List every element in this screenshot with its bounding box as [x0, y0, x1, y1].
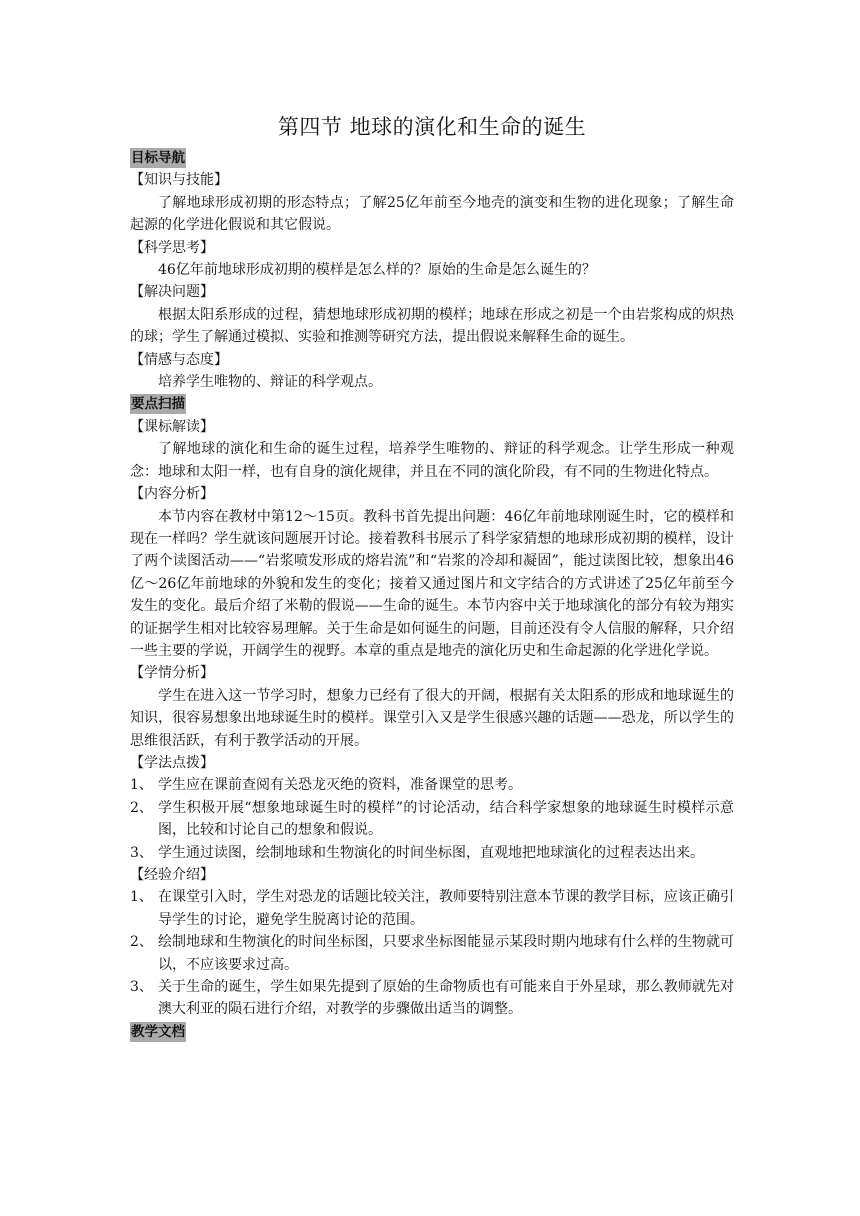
paragraph-problem: 根据太阳系形成的过程，猜想地球形成初期的模样；地球在形成之初是一个由岩浆构成的炽热的球；学生了解通过模拟、实验和推测等研究方法，提出假说来解释生命的诞生。 [130, 306, 734, 346]
list-item-number: 3、 [130, 844, 153, 861]
subheading-students: 【学情分析】 [130, 665, 214, 682]
section-docs [130, 1021, 734, 1043]
section-heading-docs: 教学文档 [131, 1023, 185, 1040]
section-heading-points: 要点扫描 [131, 396, 185, 413]
paragraph-thinking: 46亿年前地球形成初期的模样是怎么样的？原始的生命是怎么诞生的？ [158, 262, 596, 279]
subheading-methods: 【学法点拨】 [130, 754, 214, 771]
list-item-text: 绘制地球和生物演化的时间坐标图，只要求坐标图能显示某段时期内地球有什么样的生物就可以，不应该要求过高。 [158, 934, 734, 973]
paragraph-standard: 了解地球的演化和生命的诞生过程，培养学生唯物的、辩证的科学观念。让学生形成一种观念：地球和太阳一样，也有自身的演化规律，并且在不同的演化阶段，有不同的生物进化特点。 [130, 441, 734, 480]
list-item-text: 在课堂引入时，学生对恐龙的话题比较关注，教师要特别注意本节课的教学目标，应该正确引导学生的讨论，避免学生脱离讨论的范围。 [158, 889, 734, 928]
list-item-text: 关于生命的诞生，学生如果先提到了原始的生命物质也有可能来自于外星球，那么教师就先对澳大利亚的陨石进行介绍，对教学的步骤做出适当的调整。 [158, 979, 734, 1018]
subheading-thinking: 【科学思考】 [130, 239, 214, 256]
subheading-problem: 【解决问题】 [130, 284, 214, 301]
subheading-attitude: 【情感与态度】 [130, 351, 228, 368]
experience-list [130, 886, 734, 1020]
paragraph-students: 学生在进入这一节学习时，想象力已经有了很大的开阔，根据有关太阳系的形成和地球诞生的知识，很容易想象出地球诞生时的模样。课堂引入又是学生很感兴趣的话题——恐龙，所以学生的思维很活跃，有利于教学活动的开展。 [130, 687, 734, 749]
subheading-standard: 【课标解读】 [130, 418, 214, 435]
list-item-text: 学生通过读图，绘制地球和生物演化的时间坐标图，直观地把地球演化的过程表达出来。 [158, 844, 704, 861]
list-item-number: 1、 [130, 889, 153, 906]
section-points [130, 393, 734, 1020]
section-goals [130, 147, 734, 393]
list-item [130, 797, 734, 842]
list-item-number: 3、 [130, 979, 153, 996]
subheading-content: 【内容分析】 [130, 486, 214, 503]
list-item [130, 931, 734, 976]
section-heading-goals: 目标导航 [131, 150, 185, 166]
paragraph-knowledge: 了解地球形成初期的形态特点；了解25亿年前至今地壳的演变和生物的进化现象；了解生命起源的化学进化假说和其它假说。 [130, 194, 734, 234]
methods-list [130, 774, 734, 864]
list-item [130, 976, 734, 1021]
subheading-experience: 【经验介绍】 [130, 867, 214, 883]
paragraph-attitude: 培养学生唯物的、辩证的科学观点。 [158, 374, 382, 391]
list-item-number: 2、 [130, 799, 153, 816]
list-item-number: 2、 [130, 934, 153, 951]
list-item-number: 1、 [130, 777, 153, 794]
list-item [130, 842, 734, 864]
document-page [130, 112, 734, 1043]
page-title: 第四节 地球的演化和生命的诞生 [277, 115, 587, 139]
list-item-text: 学生应在课前查阅有关恐龙灭绝的资料，准备课堂的思考。 [158, 777, 522, 794]
list-item [130, 774, 734, 796]
list-item-text: 学生积极开展“想象地球诞生时的模样”的讨论活动，结合科学家想象的地球诞生时模样示意图，比较和讨论自己的想象和假说。 [158, 799, 734, 839]
list-item [130, 886, 734, 931]
paragraph-content: 本节内容在教材中第12～15页。教科书首先提出问题：46亿年前地球刚诞生时，它的模样和现在一样吗？学生就该问题展开讨论。接着教科书展示了科学家猜想的地球形成初期的模样，设计了两个读图活动——“岩浆喷发形成的熔岩流”和“岩浆的冷却和凝固”，能过读图比较，想象出46亿～26亿年前地球的外貌和发生的变化；接着又通过图片和文字结合的方式讲述了25亿年前至今发生的变化。最后介绍了米勒的假说——生命的诞生。本节内容中关于地球演化的部分有较为翔实的证据学生相对比较容易理解。关于生命是如何诞生的问题，目前还没有令人信服的解释，只介绍一些主要的学说，开阔学生的视野。本章的重点是地壳的演化历史和生命起源的化学进化学说。 [130, 508, 734, 659]
subheading-knowledge: 【知识与技能】 [130, 172, 228, 189]
